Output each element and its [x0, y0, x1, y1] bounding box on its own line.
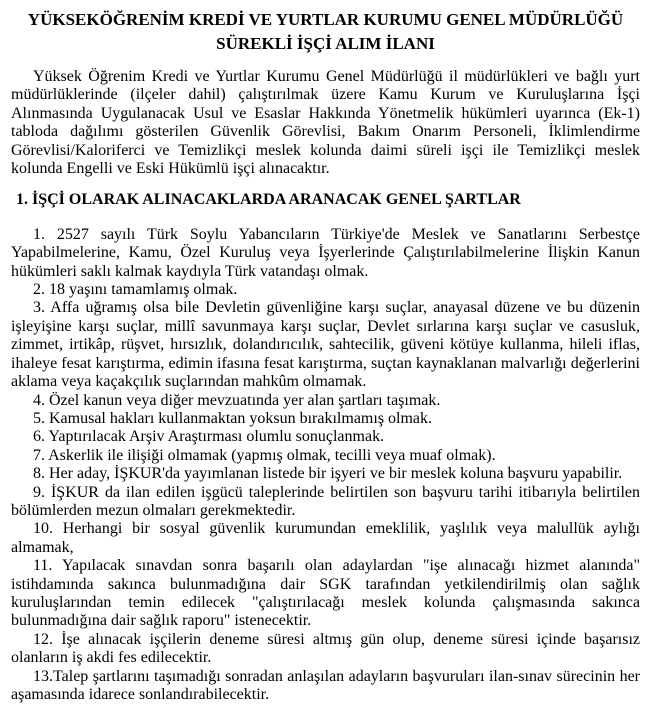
requirement-item-8: 8. Her aday, İŞKUR'da yayımlanan listede bir işyeri ve bir meslek koluna başvuru yapabilir.: [33, 465, 623, 483]
requirement-item-1: 1. 2527 sayılı Türk Soylu Yabancıların Türkiye'de Meslek ve Sanatlarını Serbestçe Yapabilmelerine, Kamu, Özel Kuruluş veya İşyerlerinde Çalıştırılabilmelerine İlişkin Kanun hükümleri saklı kalmak kaydıyla Türk vatandaşı olmak.: [11, 225, 640, 280]
requirement-item-9: 9. İŞKUR da ilan edilen işgücü taleplerinde belirtilen son başvuru tarihi itibarıyla belirtilen bölümlerden mezun olmaları gerekmektedir.: [11, 483, 640, 519]
document-body: [11, 68, 640, 704]
intro-paragraph: Yüksek Öğrenim Kredi ve Yurtlar Kurumu Genel Müdürlüğü il müdürlükleri ve bağlı yurt müdürlüklerinde (ilçeler dahil) çalıştırılmak üzere Kamu Kurum ve Kuruluşlarına İşçi Alınmasında Uygulanacak Usul ve Esaslar Hakkında Yönetmelik hükümleri uyarınca (Ek-1) tabloda dağılımı gösterilen Güvenlik Görevlisi, Bakım Onarım Personeli, İklimlendirme Görevlisi/Kaloriferci ve Temizlikçi meslek kolunda daimi süreli işçi ile Temizlikçi meslek kolunda Engelli ve Eski Hükümlü işçi alınacaktır.: [11, 68, 640, 178]
requirement-item-2: 2. 18 yaşını tamamlamış olmak.: [33, 281, 238, 299]
requirement-item-12: 12. İşe alınacak işçilerin deneme süresi altmış gün olup, deneme süresi içinde başarısız olanların iş akdi fes edilecektir.: [11, 630, 640, 667]
document-title: [11, 8, 640, 56]
requirement-item-5: 5. Kamusal hakları kullanmaktan yoksun bırakılmamış olmak.: [33, 409, 433, 427]
requirement-item-6: 6. Yaptırılacak Arşiv Araştırması olumlu sonuçlanmak.: [33, 428, 385, 446]
section-1-heading: 1. İŞÇİ OLARAK ALINACAKLARDA ARANACAK GENEL ŞARTLAR: [16, 191, 521, 209]
requirement-item-10: 10. Herhangi bir sosyal güvenlik kurumundan emeklilik, yaşlılık veya malullük aylığı almamak,: [11, 520, 640, 556]
requirement-item-13: 13.Talep şartlarını taşımadığı sonradan anlaşılan adayların başvuruları ilan-sınav sürecinin her aşamasında idarece sonlandırabilecektir.: [11, 667, 640, 703]
requirement-item-3: 3. Affa uğramış olsa bile Devletin güvenliğine karşı suçlar, anayasal düzene ve bu düzenin işleyişine karşı suçlar, millî savunmaya karşı suçlar, Devlet sırlarına karşı suçlar ve casusluk, zimmet, irtikâp, rüşvet, hırsızlık, dolandırıcılık, sahtecilik, güveni kötüye kullanma, hileli iflas, ihaleye fesat karıştırma, edimin ifasına fesat karıştırma, suçtan kaynaklanan malvarlığı değerlerini aklama veya kaçakçılık suçlarından mahkûm olmamak.: [11, 299, 640, 391]
requirement-item-7: 7. Askerlik ile ilişiği olmamak (yapmış olmak, tecilli veya muaf olmak).: [33, 446, 496, 464]
document-title-line2: SÜREKLİ İŞÇİ ALIM İLANI: [216, 34, 435, 53]
document-title-line1: YÜKSEKÖĞRENİM KREDİ VE YURTLAR KURUMU GENEL MÜDÜRLÜĞÜ: [27, 10, 624, 29]
requirement-item-4: 4. Özel kanun veya diğer mevzuatında yer alan şartları taşımak.: [33, 391, 441, 409]
requirement-item-11: 11. Yapılacak sınavdan sonra başarılı olan adaylardan "işe alınacağı hizmet alanında" istihdamında sakınca bulunmadığına dair SGK tarafından yetkilendirilmiş olan sağlık kuruluşlarından temin edilecek "çalıştırılacağı meslek kolunda çalışmasında sakınca bulunmadığına dair sağlık raporu" istenecektir.: [11, 557, 640, 630]
